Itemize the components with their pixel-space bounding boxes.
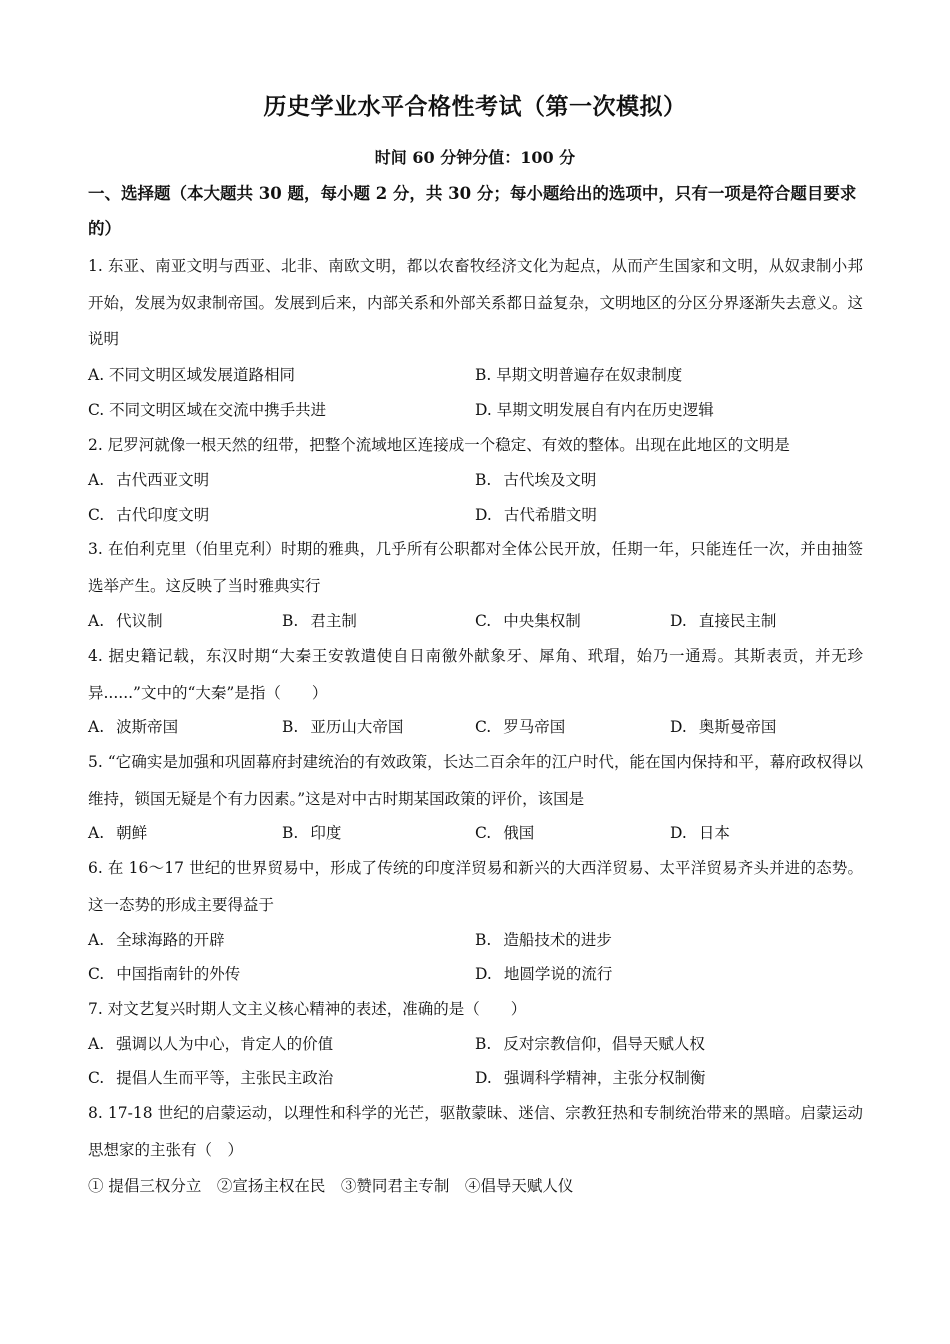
question-3-option-d: D. 直接民主制 — [670, 612, 777, 630]
question-1-option-a: A. 不同文明区域发展道路相同 — [88, 366, 296, 384]
question-6-option-c: C. 中国指南针的外传 — [88, 965, 241, 983]
question-1-option-c: C. 不同文明区域在交流中携手共进 — [88, 401, 327, 419]
question-6-option-b: B. 造船技术的进步 — [475, 931, 612, 949]
question-2-option-a: A. 古代西亚文明 — [88, 471, 210, 489]
question-4-option-d: D. 奥斯曼帝国 — [670, 718, 777, 736]
question-7-option-c: C. 提倡人生而平等，主张民主政治 — [88, 1069, 334, 1087]
question-7-stem: 7. 对文艺复兴时期人文主义核心精神的表述，准确的是（ ） — [88, 1000, 527, 1018]
question-1-stem: 1. 东亚、南亚文明与西亚、北非、南欧文明，都以农畜牧经济文化为起点，从而产生国家和文明，从奴隶制小邦开始，发展为奴隶制帝国。发展到后来，内部关系和外部关系都日益复杂，文明地区的分区分界逐渐失去意义。这说明 — [88, 257, 864, 348]
question-3-option-b: B. 君主制 — [282, 612, 357, 630]
question-6-option-d: D. 地圆学说的流行 — [475, 965, 613, 983]
question-3-option-a: A. 代议制 — [88, 612, 163, 630]
question-4-option-b: B. 亚历山大帝国 — [282, 718, 404, 736]
question-2-option-d: D. 古代希腊文明 — [475, 506, 597, 524]
question-2-option-b: B. 古代埃及文明 — [475, 471, 597, 489]
question-1-option-b: B. 早期文明普遍存在奴隶制度 — [475, 366, 683, 384]
question-3-option-c: C. 中央集权制 — [475, 612, 581, 630]
question-7-option-b: B. 反对宗教信仰，倡导天赋人权 — [475, 1035, 705, 1053]
question-4-option-c: C. 罗马帝国 — [475, 718, 566, 736]
question-4-stem: 4. 据史籍记载，东汉时期“大秦王安敦遣使自日南徼外献象牙、犀角、玳瑁，始乃一通焉。其斯表贡，并无珍异......”文中的“大秦”是指（ ） — [88, 647, 863, 702]
question-7-option-d: D. 强调科学精神，主张分权制衡 — [475, 1069, 706, 1087]
question-2-option-c: C. 古代印度文明 — [88, 506, 210, 524]
question-6-option-a: A. 全球海路的开辟 — [88, 931, 225, 949]
section-heading: 一、选择题（本大题共 30 题，每小题 2 分，共 30 分；每小题给出的选项中，只有一项是符合题目要求的） — [88, 184, 857, 238]
question-8-stem: 8. 17-18 世纪的启蒙运动，以理性和科学的光芒，驱散蒙昧、迷信、宗教狂热和专制统治带来的黑暗。启蒙运动思想家的主张有（ ） — [88, 1104, 863, 1159]
question-5-option-a: A. 朝鲜 — [88, 824, 148, 842]
question-6-stem: 6. 在 16～17 世纪的世界贸易中，形成了传统的印度洋贸易和新兴的大西洋贸易、太平洋贸易齐头并进的态势。这一态势的形成主要得益于 — [88, 859, 863, 914]
page-title: 历史学业水平合格性考试（第一次模拟） — [263, 93, 687, 120]
question-5-option-c: C. 俄国 — [475, 824, 535, 842]
question-3-stem: 3. 在伯利克里（伯里克利）时期的雅典，几乎所有公职都对全体公民开放，任期一年，只能连任一次，并由抽签选举产生。这反映了当时雅典实行 — [88, 540, 863, 595]
question-5-option-b: B. 印度 — [282, 824, 342, 842]
question-5-option-d: D. 日本 — [670, 824, 730, 842]
question-5-stem: 5. “它确实是加强和巩固幕府封建统治的有效政策，长达二百余年的江户时代，能在国内保持和平，幕府政权得以维持，锁国无疑是个有力因素。”这是对中古时期某国政策的评价，该国是 — [88, 753, 863, 808]
question-8-statements: ① 提倡三权分立 ②宣扬主权在民 ③赞同君主专制 ④倡导天赋人仪 — [88, 1177, 574, 1195]
question-2-stem: 2. 尼罗河就像一根天然的纽带，把整个流域地区连接成一个稳定、有效的整体。出现在此地区的文明是 — [88, 436, 790, 454]
question-4-option-a: A. 波斯帝国 — [88, 718, 179, 736]
question-1-option-d: D. 早期文明发展自有内在历史逻辑 — [475, 401, 714, 419]
exam-time-score: 时间 60 分钟分值：100 分 — [374, 148, 576, 167]
question-7-option-a: A. 强调以人为中心，肯定人的价值 — [88, 1035, 334, 1053]
